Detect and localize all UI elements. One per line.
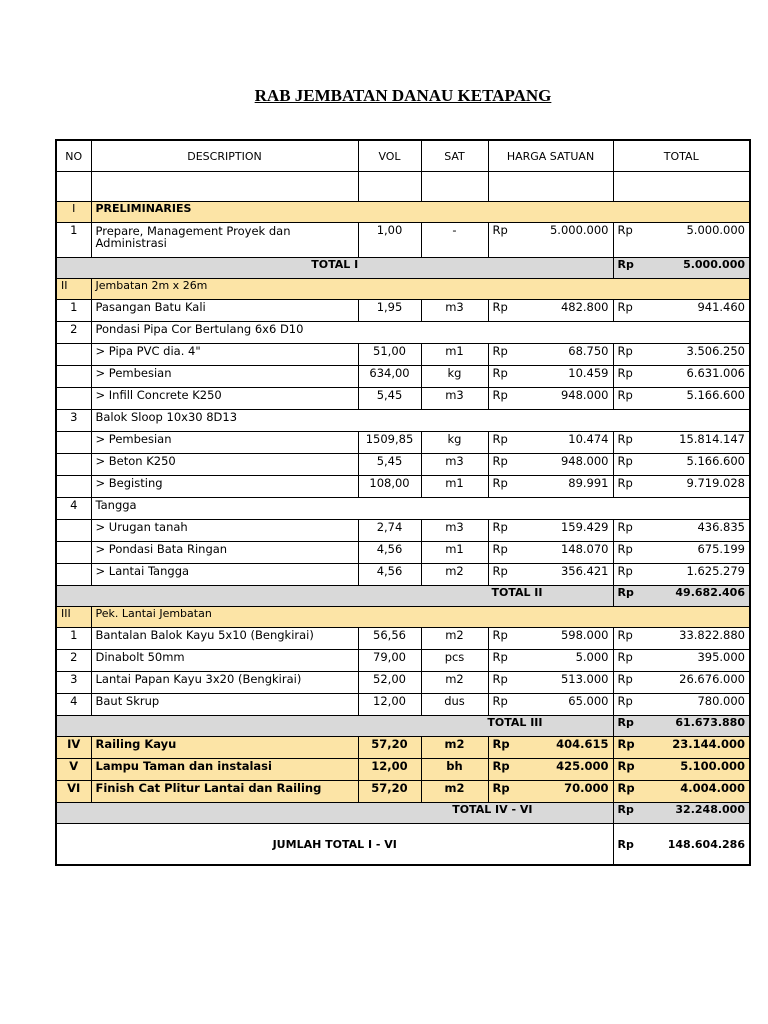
total-value: 32.248.000 (648, 803, 750, 824)
row-description: Pasangan Batu Kali (91, 300, 358, 322)
row-vol: 5,45 (358, 454, 421, 476)
rp-label: Rp (488, 520, 523, 542)
row-sat: m2 (421, 628, 488, 650)
row-harga: 513.000 (523, 672, 613, 694)
grand-total-value: 148.604.286 (648, 824, 750, 866)
row-total: 23.144.000 (648, 737, 750, 759)
row-description: Dinabolt 50mm (91, 650, 358, 672)
rp-label: Rp (488, 454, 523, 476)
row-no: 3 (56, 672, 91, 694)
row-total: 9.719.028 (648, 476, 750, 498)
row-vol: 108,00 (358, 476, 421, 498)
row-total: 26.676.000 (648, 672, 750, 694)
grand-total-row (56, 824, 750, 866)
row-harga: 10.459 (523, 366, 613, 388)
header-vol: VOL (358, 140, 421, 172)
row-sat: m2 (421, 737, 488, 759)
row-vol: 4,56 (358, 542, 421, 564)
rp-label: Rp (613, 542, 648, 564)
row-sat: kg (421, 366, 488, 388)
rp-label: Rp (613, 759, 648, 781)
row-description: Lampu Taman dan instalasi (91, 759, 358, 781)
row-sat: m2 (421, 781, 488, 803)
rp-label: Rp (488, 781, 523, 803)
row-sat: m1 (421, 344, 488, 366)
table-row (56, 322, 750, 344)
row-harga: 5.000.000 (523, 223, 613, 258)
row-no: 1 (56, 628, 91, 650)
row-sat: pcs (421, 650, 488, 672)
table-row (56, 410, 750, 432)
row-sat: m2 (421, 564, 488, 586)
table-row (56, 498, 750, 520)
row-vol: 4,56 (358, 564, 421, 586)
row-no: 2 (56, 322, 91, 344)
budget-table (55, 139, 751, 866)
rp-label: Rp (613, 781, 648, 803)
table-row (56, 388, 750, 410)
rp-label: Rp (613, 824, 648, 866)
row-harga: 65.000 (523, 694, 613, 716)
header-harga: HARGA SATUAN (488, 140, 613, 172)
total-row (56, 258, 750, 279)
section-row (56, 607, 750, 628)
row-description: Baut Skrup (91, 694, 358, 716)
row-harga: 356.421 (523, 564, 613, 586)
row-total: 5.166.600 (648, 454, 750, 476)
rp-label: Rp (613, 300, 648, 322)
row-description: Pondasi Pipa Cor Bertulang 6x6 D10 (91, 322, 750, 344)
total-label: TOTAL II (56, 586, 613, 607)
table-row (56, 759, 750, 781)
row-description: Railing Kayu (91, 737, 358, 759)
row-total: 4.004.000 (648, 781, 750, 803)
row-harga: 404.615 (523, 737, 613, 759)
row-vol: 5,45 (358, 388, 421, 410)
section-no: III (56, 607, 91, 628)
rp-label: Rp (613, 737, 648, 759)
row-description: > Lantai Tangga (91, 564, 358, 586)
row-no: VI (56, 781, 91, 803)
row-vol: 51,00 (358, 344, 421, 366)
row-vol: 1509,85 (358, 432, 421, 454)
rp-label: Rp (613, 432, 648, 454)
grand-total-label: JUMLAH TOTAL I - VI (56, 824, 613, 866)
row-description: > Pembesian (91, 432, 358, 454)
row-no: 4 (56, 498, 91, 520)
row-description: Lantai Papan Kayu 3x20 (Bengkirai) (91, 672, 358, 694)
row-vol: 1,95 (358, 300, 421, 322)
rp-label: Rp (488, 672, 523, 694)
row-harga: 10.474 (523, 432, 613, 454)
row-vol: 634,00 (358, 366, 421, 388)
header-row (56, 140, 750, 172)
row-no: 2 (56, 650, 91, 672)
section-row (56, 279, 750, 300)
row-harga: 89.991 (523, 476, 613, 498)
rp-label: Rp (613, 520, 648, 542)
row-vol: 56,56 (358, 628, 421, 650)
blank-row (56, 172, 750, 202)
row-sat: m2 (421, 672, 488, 694)
rp-label: Rp (488, 737, 523, 759)
row-vol: 57,20 (358, 737, 421, 759)
table-row (56, 694, 750, 716)
row-total: 5.100.000 (648, 759, 750, 781)
row-harga: 5.000 (523, 650, 613, 672)
row-vol: 2,74 (358, 520, 421, 542)
section-row (56, 202, 750, 223)
total-label: TOTAL I (56, 258, 613, 279)
row-sat: m3 (421, 454, 488, 476)
table-row (56, 344, 750, 366)
rp-label: Rp (488, 432, 523, 454)
row-description: > Pembesian (91, 366, 358, 388)
row-vol: 57,20 (358, 781, 421, 803)
row-description: Finish Cat Plitur Lantai dan Railing (91, 781, 358, 803)
section-label: PRELIMINARIES (91, 202, 750, 223)
rp-label: Rp (613, 628, 648, 650)
total-label: TOTAL IV - VI (56, 803, 613, 824)
row-total: 5.166.600 (648, 388, 750, 410)
table-row (56, 672, 750, 694)
row-harga: 482.800 (523, 300, 613, 322)
row-sat: bh (421, 759, 488, 781)
row-harga: 159.429 (523, 520, 613, 542)
row-no: 1 (56, 223, 91, 258)
table-row (56, 454, 750, 476)
row-total: 436.835 (648, 520, 750, 542)
row-total: 675.199 (648, 542, 750, 564)
table-row (56, 542, 750, 564)
row-description: > Begisting (91, 476, 358, 498)
header-sat: SAT (421, 140, 488, 172)
row-total: 33.822.880 (648, 628, 750, 650)
table-row (56, 564, 750, 586)
rp-label: Rp (488, 300, 523, 322)
rp-label: Rp (488, 650, 523, 672)
rp-label: Rp (613, 694, 648, 716)
row-description: Prepare, Management Proyek dan Administrasi (91, 223, 358, 258)
section-no: I (56, 202, 91, 223)
row-total: 780.000 (648, 694, 750, 716)
table-row (56, 737, 750, 759)
row-total: 941.460 (648, 300, 750, 322)
total-value: 5.000.000 (648, 258, 750, 279)
table-row (56, 366, 750, 388)
row-vol: 12,00 (358, 694, 421, 716)
rp-label: Rp (613, 344, 648, 366)
row-no: 3 (56, 410, 91, 432)
row-description: Tangga (91, 498, 750, 520)
rp-label: Rp (488, 344, 523, 366)
row-total: 5.000.000 (648, 223, 750, 258)
rp-label: Rp (613, 258, 648, 279)
total-label: TOTAL III (56, 716, 613, 737)
row-sat: m3 (421, 520, 488, 542)
rp-label: Rp (613, 366, 648, 388)
table-row (56, 781, 750, 803)
row-no: V (56, 759, 91, 781)
row-sat: m1 (421, 542, 488, 564)
row-sat: m1 (421, 476, 488, 498)
rp-label: Rp (613, 564, 648, 586)
row-no: 1 (56, 300, 91, 322)
row-sat: - (421, 223, 488, 258)
row-no: 4 (56, 694, 91, 716)
header-total: TOTAL (613, 140, 750, 172)
table-row (56, 223, 750, 258)
table-row (56, 650, 750, 672)
row-total: 6.631.006 (648, 366, 750, 388)
row-harga: 70.000 (523, 781, 613, 803)
total-value: 49.682.406 (648, 586, 750, 607)
row-sat: m3 (421, 300, 488, 322)
row-harga: 148.070 (523, 542, 613, 564)
row-description: Bantalan Balok Kayu 5x10 (Bengkirai) (91, 628, 358, 650)
total-row (56, 586, 750, 607)
row-total: 395.000 (648, 650, 750, 672)
row-sat: m3 (421, 388, 488, 410)
row-vol: 52,00 (358, 672, 421, 694)
rp-label: Rp (488, 564, 523, 586)
row-description: > Pondasi Bata Ringan (91, 542, 358, 564)
rp-label: Rp (488, 542, 523, 564)
total-value: 61.673.880 (648, 716, 750, 737)
row-harga: 948.000 (523, 388, 613, 410)
row-description: > Infill Concrete K250 (91, 388, 358, 410)
rp-label: Rp (488, 223, 523, 258)
row-total: 1.625.279 (648, 564, 750, 586)
table-row (56, 520, 750, 542)
rp-label: Rp (488, 628, 523, 650)
row-sat: dus (421, 694, 488, 716)
row-total: 15.814.147 (648, 432, 750, 454)
row-description: Balok Sloop 10x30 8D13 (91, 410, 750, 432)
table-row (56, 476, 750, 498)
row-vol: 79,00 (358, 650, 421, 672)
row-description: > Pipa PVC dia. 4" (91, 344, 358, 366)
rp-label: Rp (613, 586, 648, 607)
total-row (56, 716, 750, 737)
section-no: II (56, 279, 91, 300)
table-row (56, 300, 750, 322)
total-row (56, 803, 750, 824)
row-description: > Beton K250 (91, 454, 358, 476)
rp-label: Rp (613, 476, 648, 498)
rp-label: Rp (613, 672, 648, 694)
rp-label: Rp (488, 476, 523, 498)
header-description: DESCRIPTION (91, 140, 358, 172)
row-harga: 948.000 (523, 454, 613, 476)
rp-label: Rp (488, 388, 523, 410)
table-row (56, 432, 750, 454)
table-row (56, 628, 750, 650)
row-vol: 1,00 (358, 223, 421, 258)
row-sat: kg (421, 432, 488, 454)
rp-label: Rp (488, 759, 523, 781)
document-title: RAB JEMBATAN DANAU KETAPANG (254, 86, 552, 105)
row-total: 3.506.250 (648, 344, 750, 366)
rp-label: Rp (613, 388, 648, 410)
row-no: IV (56, 737, 91, 759)
rp-label: Rp (613, 716, 648, 737)
row-description: > Urugan tanah (91, 520, 358, 542)
rp-label: Rp (613, 454, 648, 476)
rp-label: Rp (613, 223, 648, 258)
header-no: NO (56, 140, 91, 172)
rp-label: Rp (488, 366, 523, 388)
rp-label: Rp (613, 803, 648, 824)
section-label: Jembatan 2m x 26m (91, 279, 750, 300)
rp-label: Rp (488, 694, 523, 716)
rp-label: Rp (613, 650, 648, 672)
row-vol: 12,00 (358, 759, 421, 781)
row-harga: 425.000 (523, 759, 613, 781)
section-label: Pek. Lantai Jembatan (91, 607, 750, 628)
row-harga: 68.750 (523, 344, 613, 366)
row-harga: 598.000 (523, 628, 613, 650)
